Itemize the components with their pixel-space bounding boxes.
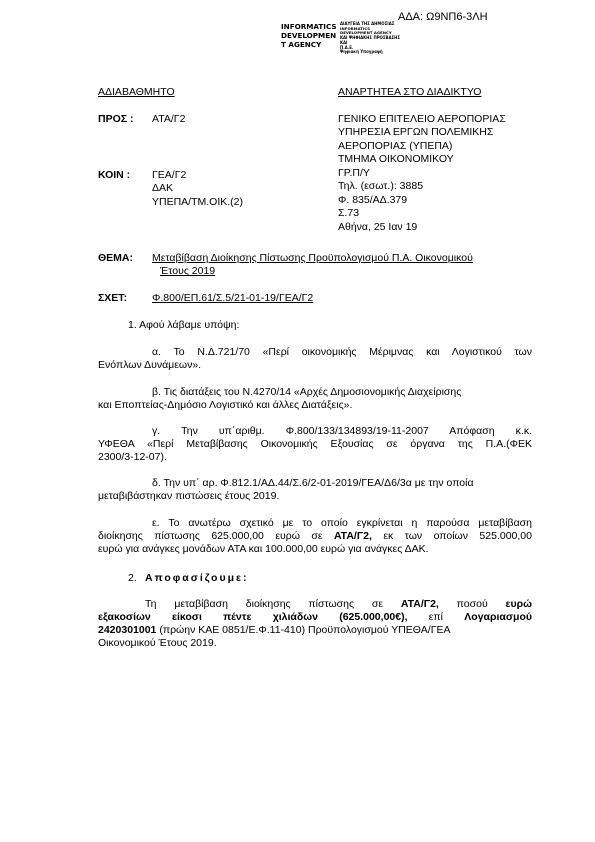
- sender-line: Τηλ. (εσωτ.): 3885: [338, 180, 424, 193]
- sender-line: ΑΕΡΟΠΟΡΙΑΣ (ΥΠΕΠΑ): [338, 139, 453, 152]
- reference-value: Φ.800/ΕΠ.61/Σ.5/21-01-19/ΓΕΑ/Γ2: [152, 292, 314, 304]
- logo-line: INFORMATICS: [281, 22, 337, 31]
- clause-c-line2: ΥΦΕΘΑ «Περί Μεταβίβασης Οικονομικής Εξουσίας σε όργανα της Π.Α.(ΦΕΚ: [98, 438, 532, 450]
- logo-small-line: INFORMATICS: [340, 25, 371, 31]
- logo-small-line: ΚΑΙ: [340, 39, 348, 45]
- clause-a-line1: α. Το Ν.Δ.721/70 «Περί οικονομικής Μέριμνας και Λογιστικού των: [152, 346, 532, 358]
- publication-label: ΑΝΑΡΤΗΤΕΑ ΣΤΟ ΔΙΑΔΙΚΤΥΟ: [338, 86, 482, 98]
- logo-line: T AGENCY: [281, 40, 322, 49]
- clause-b-line2: και Εποπτείας-Δημόσιο Λογιστικό και άλλες Διατάξεις».: [98, 399, 353, 411]
- decision-bold: ευρώ: [505, 598, 532, 610]
- sender-line: ΓΕΝΙΚΟ ΕΠΙΤΕΛΕΙΟ ΑΕΡΟΠΟΡΙΑΣ: [338, 113, 506, 125]
- classification-label: ΑΔΙΑΒΑΘΜΗΤΟ: [98, 86, 175, 98]
- decision-line4: Οικονομικού Έτους 2019.: [98, 637, 217, 649]
- informatics-logo-text: [281, 22, 337, 49]
- sender-line: Σ.73: [338, 207, 360, 220]
- clause-b-line1: β. Τις διατάξεις του Ν.4270/14 «Αρχές Δημοσιονομικής Διαχείρισης: [152, 386, 462, 398]
- item-2-title: Αποφασίζουμε:: [145, 572, 249, 584]
- decision-line1: [145, 598, 532, 611]
- ada-code: ΑΔΑ: Ω9ΝΠ6-3ΛΗ: [398, 11, 488, 23]
- decision-line3: [98, 624, 451, 637]
- sender-date: Αθήνα, 25 Ιαν 19: [338, 220, 418, 233]
- koin-label: ΚΟΙΝ :: [98, 169, 131, 181]
- subject-label: ΘΕΜΑ:: [98, 252, 133, 264]
- clause-e-bold: ΑΤΑ/Γ2,: [333, 530, 372, 542]
- clause-d-line1: δ. Την υπ΄ αρ. Φ.812.1/ΑΔ.44/Σ.6/2-01-2019/ΓΕΑ/Δ6/3α με την οποία: [152, 477, 474, 489]
- clause-e-text: διοίκησης πίστωσης 625.000,00 ευρώ σε: [98, 530, 334, 542]
- sender-line: ΓΡ.Π/Υ: [338, 166, 370, 179]
- koin-value: ΔΑΚ: [152, 182, 174, 195]
- reference-label: ΣΧΕΤ:: [98, 292, 128, 304]
- decision-line2: [98, 611, 532, 624]
- logo-small-line: ΔΙΑΥΓΕΙΑ ΤΗΣ ΔΗΜΟΣΙΑΣ: [340, 21, 395, 26]
- logo-small-line: ΚΑΙ ΨΗΦΙΑΚΗΣ ΠΡΟΣΒΑΣΗΣ: [340, 35, 401, 41]
- subject-line: Έτους 2019: [160, 265, 216, 278]
- clause-e-text: εκ των οποίων 525.000,00: [371, 530, 532, 542]
- pros-value: ΑΤΑ/Γ2: [152, 113, 186, 125]
- koin-value: ΥΠΕΠΑ/ΤΜ.ΟΙΚ.(2): [152, 195, 244, 208]
- pros-label: ΠΡΟΣ :: [98, 113, 134, 125]
- sender-line: ΥΠΗΡΕΣΙΑ ΕΡΓΩΝ ΠΟΛΕΜΙΚΗΣ: [338, 126, 494, 139]
- decision-text: επί: [407, 611, 465, 623]
- item-1-heading: 1. Αφού λάβαμε υπόψη:: [128, 319, 240, 331]
- decision-bold: 2420301001: [98, 624, 157, 636]
- decision-text: (πρώην ΚΑΕ 0851/Ε.Φ.11-410) Προϋπολογισμού ΥΠΕΘΑ/ΓΕΑ: [156, 624, 451, 636]
- koin-values: [152, 169, 243, 209]
- clause-c-line3: 2300/3-12-07).: [98, 451, 167, 463]
- logo-small-line: DEVELOPMENT AGENCY: [340, 30, 392, 36]
- koin-value: ΓΕΑ/Γ2: [152, 169, 187, 181]
- logo-small-line: Ψηφιακή Υπογραφή: [340, 49, 383, 55]
- sender-line: Φ. 835/ΑΔ.379: [338, 193, 408, 206]
- logo-small-line: Π.Α.Ε.: [340, 44, 354, 50]
- clause-e-line2: [98, 530, 532, 543]
- logo-line: DEVELOPMEN: [281, 31, 337, 40]
- decision-text: Τη μεταβίβαση διοίκησης πίστωσης σε: [145, 598, 401, 610]
- decision-bold: εξακοσίων είκοσι πέντε χιλιάδων (625.000,00€),: [98, 611, 408, 623]
- clause-e-line1: ε. Το ανωτέρω σχετικό με το οποίο εγκρίνεται η παρούσα μεταβίβαση: [152, 517, 532, 529]
- clause-d-line2: μεταβιβάστηκαν πιστώσεις έτους 2019.: [98, 490, 280, 502]
- sender-block: [338, 113, 506, 234]
- subject-text: [152, 252, 473, 279]
- decision-bold: ΑΤΑ/Γ2,: [400, 598, 439, 610]
- clause-e-line3: ευρώ για ανάγκες μονάδων ΑΤΑ και 100.000,00 ευρώ για ανάγκες ΔΑΚ.: [98, 543, 429, 555]
- decision-text: ποσού: [438, 598, 506, 610]
- clause-a-line2: Ενόπλων Δυνάμεων».: [98, 359, 202, 371]
- item-2-number: 2.: [128, 572, 137, 584]
- clause-c-line1: γ. Την υπ΄αριθμ. Φ.800/133/134893/19-11-2007 Απόφαση κ.κ.: [152, 425, 532, 437]
- informatics-logo-subtext: [340, 22, 400, 55]
- subject-line: Μεταβίβαση Διοίκησης Πίστωσης Προϋπολογισμού Π.Α. Οικονομικού: [152, 252, 473, 264]
- decision-bold: Λογαριασμού: [464, 611, 532, 623]
- sender-line: ΤΜΗΜΑ ΟΙΚΟΝΟΜΙΚΟΥ: [338, 153, 454, 166]
